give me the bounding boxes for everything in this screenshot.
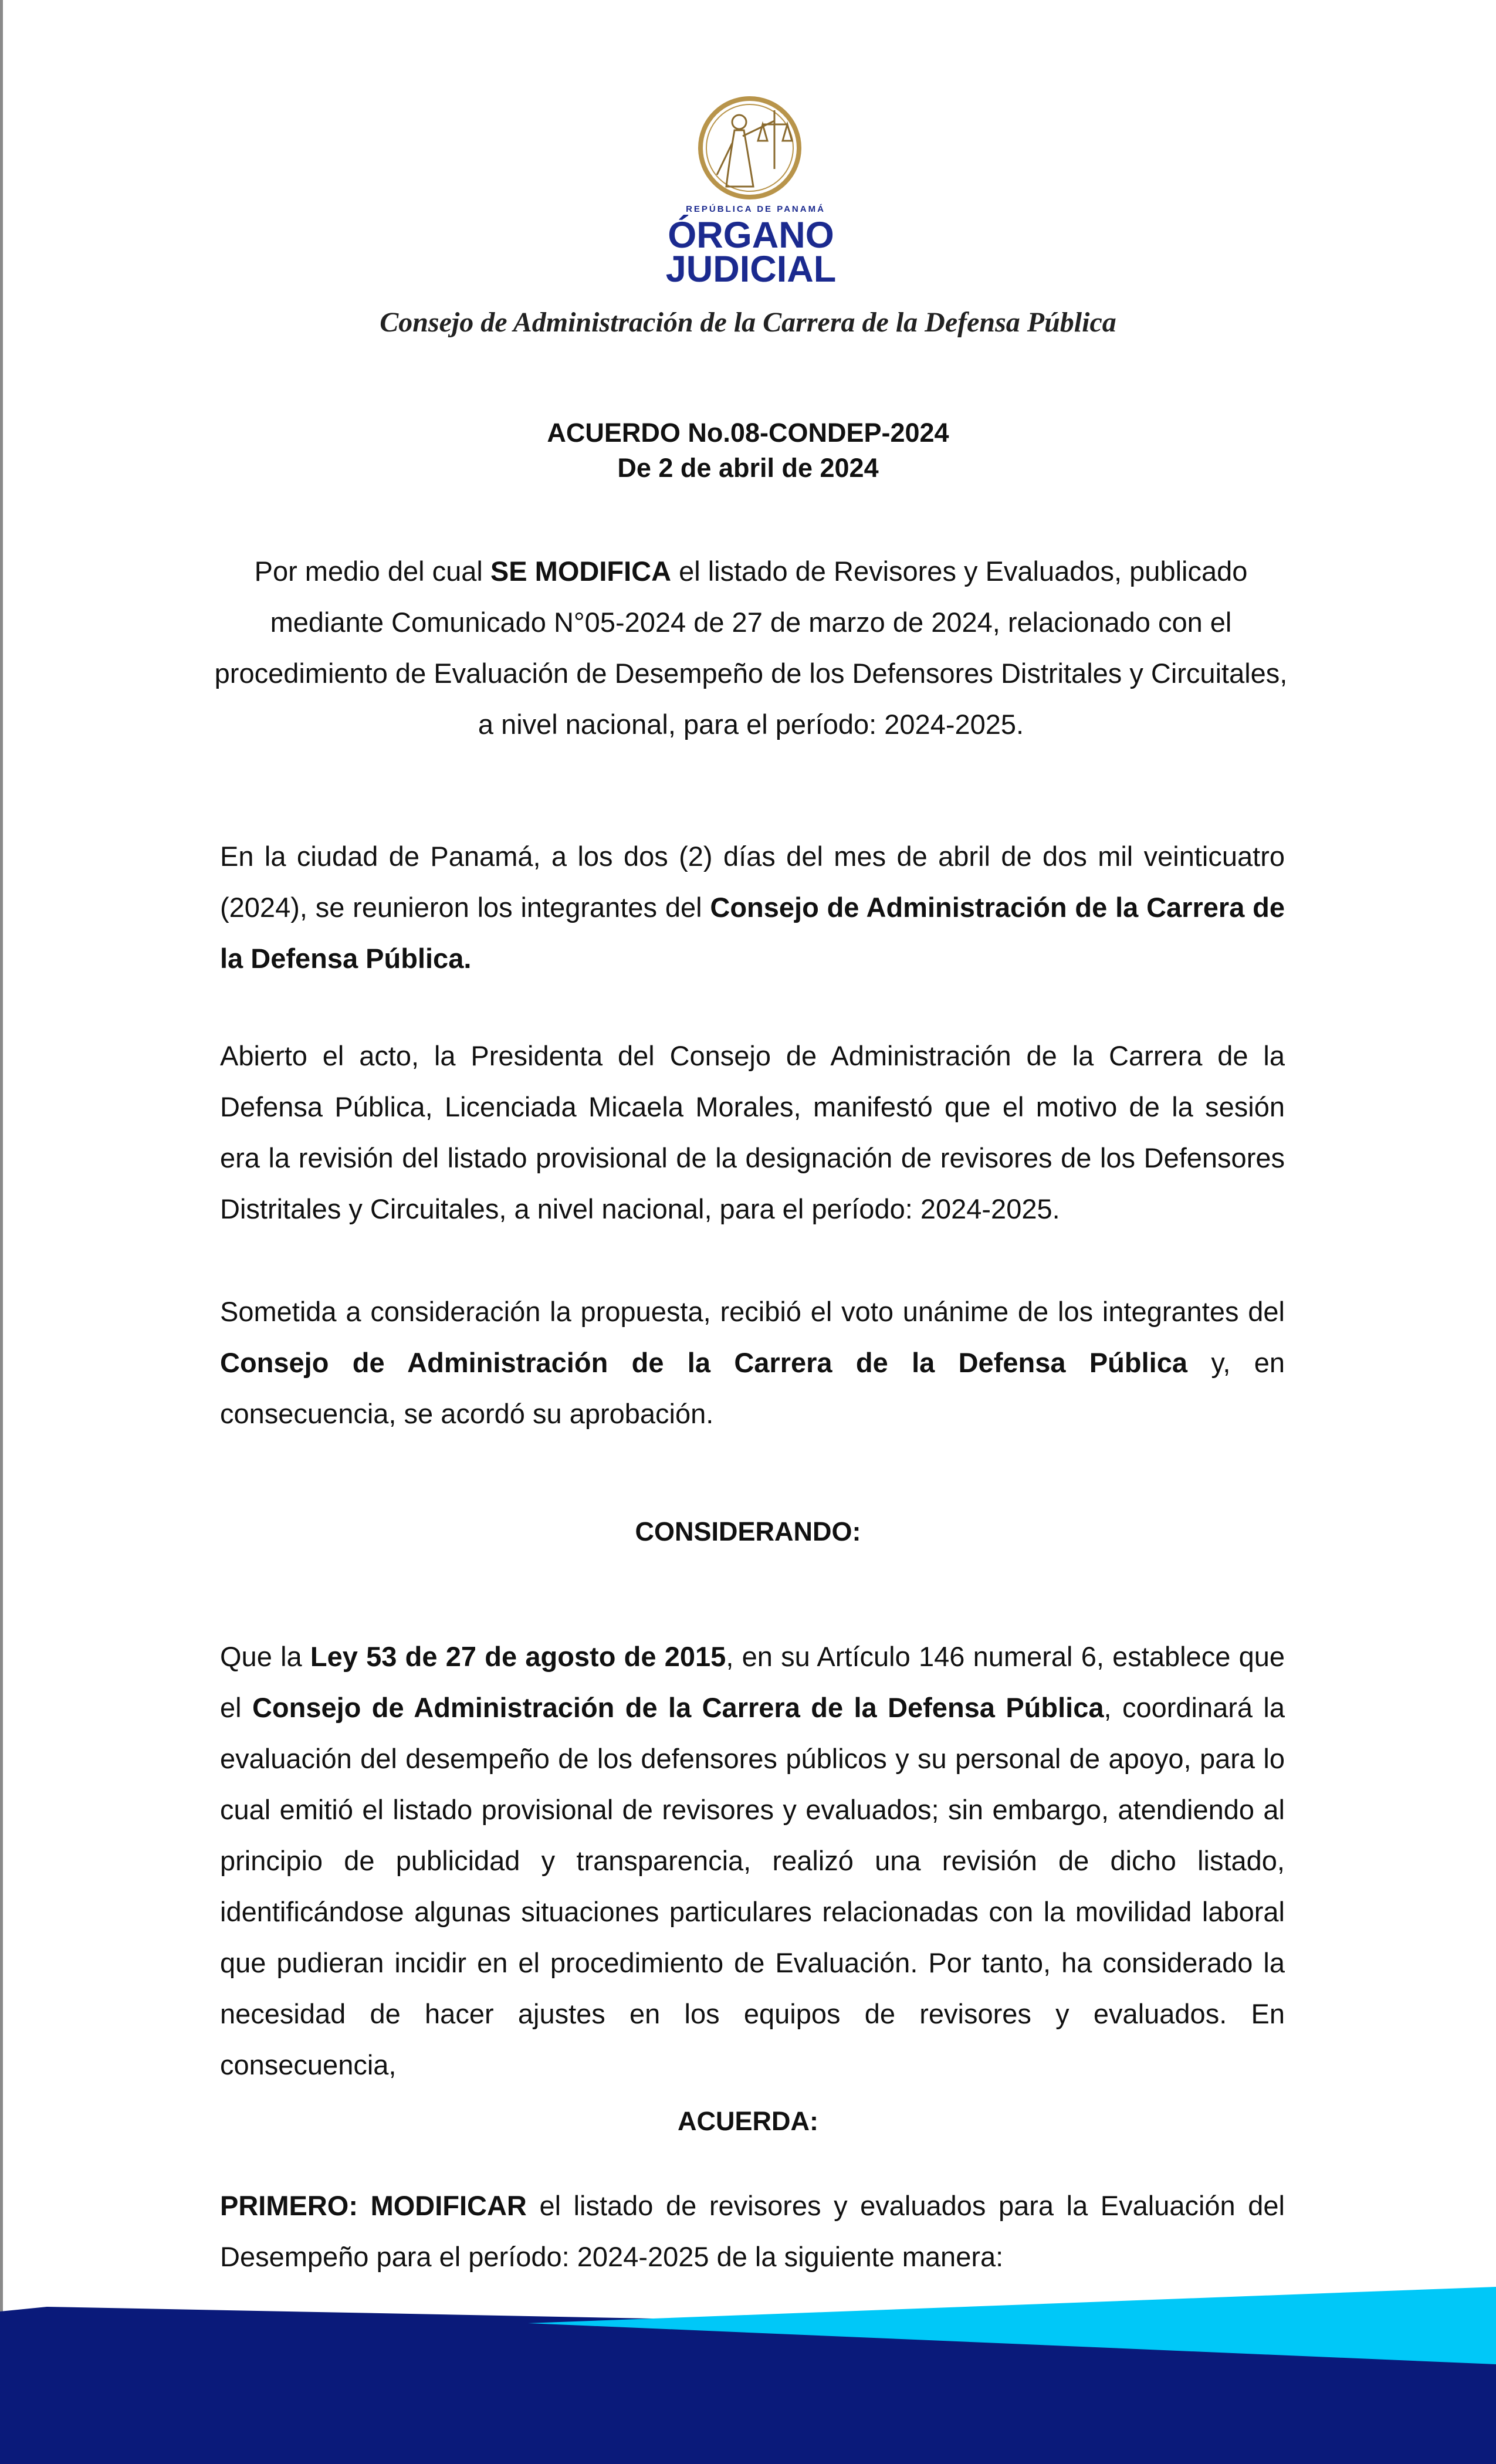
- acuerda-heading: ACUERDA:: [678, 2106, 818, 2136]
- reunion-text: En la ciudad de Panamá, a los dos (2) días del mes de abril de dos mil veinticuatro (2024), se reunieron los integrantes del: [220, 841, 1285, 923]
- paragraph-primero: [220, 2180, 1285, 2282]
- apertura-text: Abierto el acto, la Presidenta del Consejo de Administración de la Carrera de la Defensa Pública, Licenciada Micaela Morales, manifestó que el motivo de la sesión era la revisión del listado provisional de la designación de revisores de los Defensores Distritales y Circuitales, a nivel nacional, para el período: 2024-2025.: [220, 1040, 1285, 1224]
- intro-bold: SE MODIFICA: [490, 556, 672, 587]
- paragraph-votacion: [220, 1286, 1285, 1439]
- acuerdo-date-heading: De 2 de abril de 2024: [617, 453, 879, 483]
- votacion-bold: Consejo de Administración de la Carrera de la Defensa Pública: [220, 1347, 1187, 1378]
- paragraph-considerando: [220, 1631, 1285, 2090]
- considerando-heading: CONSIDERANDO:: [635, 1517, 861, 1546]
- intro-text-2: el listado de Revisores y Evaluados, publicado mediante Comunicado N°05-2024 de 27 de marzo de 2024, relacionado con el procedimiento de Evaluación de Desempeño de los Defensores Distritales y Circuitales, a nivel nacional, para el período: 2024-2025.: [214, 556, 1288, 740]
- logo-judicial-text: JUDICIAL: [665, 249, 837, 290]
- reunion-bold: Consejo de Administración de la Carrera de la Defensa Pública.: [220, 892, 1285, 974]
- logo-republica-text: REPÚBLICA DE PANAMÁ: [686, 204, 825, 214]
- page-left-border: [0, 0, 3, 2464]
- paragraph-apertura: [220, 1030, 1285, 1234]
- ley-reference-bold: Ley 53 de 27 de agosto de 2015: [310, 1641, 726, 1672]
- paragraph-reunion: [220, 831, 1285, 984]
- acuerdo-number-heading: ACUERDO No.08-CONDEP-2024: [547, 418, 949, 448]
- consejo-name-bold: Consejo de Administración de la Carrera de la Defensa Pública: [252, 1692, 1104, 1723]
- intro-paragraph: [211, 546, 1291, 750]
- logo-organo-text: ÓRGANO: [668, 215, 834, 256]
- document-subtitle: Consejo de Administración de la Carrera de la Defensa Pública: [380, 307, 1116, 338]
- intro-text-1: Por medio del cual: [254, 556, 490, 587]
- considerando-text-2: , en su Artículo 146 numeral 6, establece que el: [220, 1641, 1285, 1723]
- primero-bold: PRIMERO: MODIFICAR: [220, 2190, 527, 2221]
- considerando-text-1: Que la: [220, 1641, 310, 1672]
- primero-text: el listado de revisores y evaluados para la Evaluación del Desempeño para el período: 2024-2025 de la siguiente manera:: [220, 2190, 1285, 2272]
- considerando-text-3: , coordinará la evaluación del desempeño de los defensores públicos y su personal de apoyo, para lo cual emitió el listado provisional de revisores y evaluados; sin embargo, atendiendo al principio de publicidad y transparencia, realizó una revisión de dicho listado, identificándose algunas situaciones particulares relacionadas con la movilidad laboral que pudieran incidir en el procedimiento de Evaluación. Por tanto, ha considerado la necesidad de hacer ajustes en los equipos de revisores y evaluados. En consecuencia,: [220, 1692, 1285, 2080]
- footer-decorative-band: [0, 2276, 1496, 2464]
- votacion-text-1: Sometida a consideración la propuesta, recibió el voto unánime de los integrantes del: [220, 1296, 1285, 1327]
- votacion-text-2: y, en consecuencia, se acordó su aprobación.: [220, 1347, 1285, 1429]
